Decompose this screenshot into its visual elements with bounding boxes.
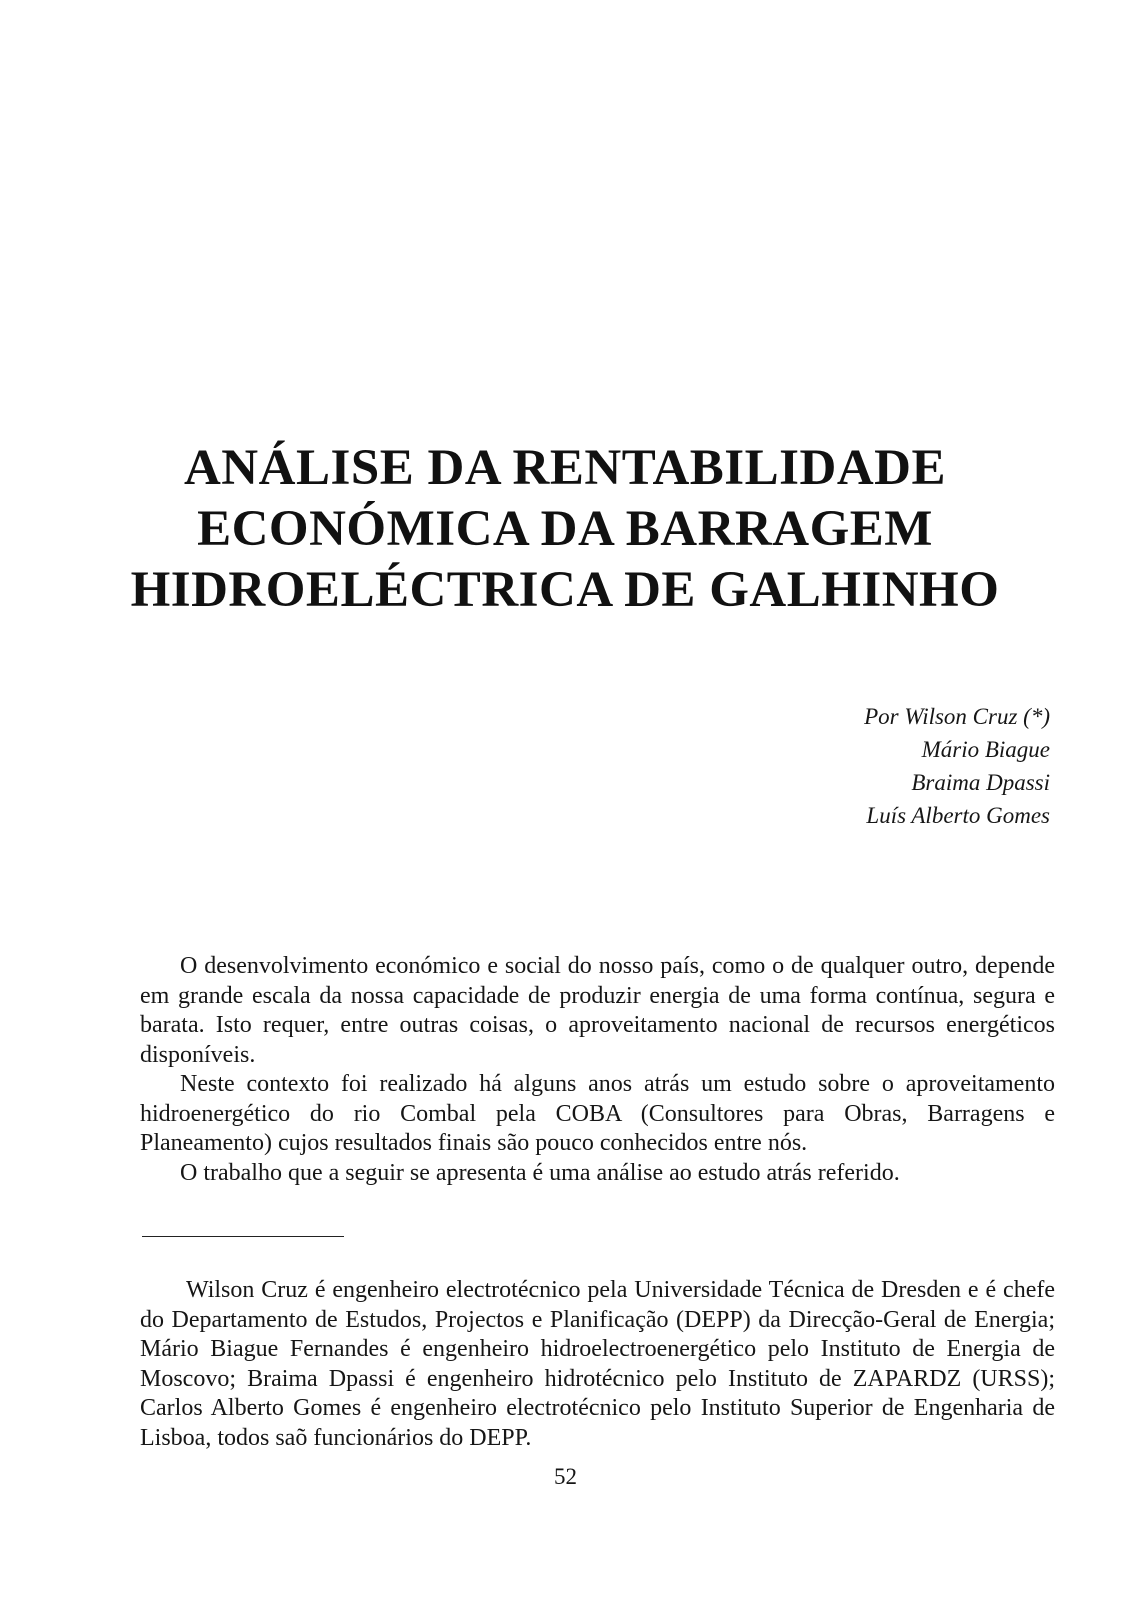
body-paragraph-3: O trabalho que a seguir se apresenta é uma análise ao estudo atrás referido. [180, 1159, 900, 1186]
title-line-2: ECONÓMICA DA BARRAGEM [197, 501, 933, 558]
author-line-1: Por Wilson Cruz (*) [864, 704, 1050, 729]
body-paragraph-2: Neste contexto foi realizado há alguns anos atrás um estudo sobre o aproveitamento hidroenergético do rio Combal pela COBA (Consultores para Obras, Barragens e Planeamento) cujos resultados finais são pouco conhecidos entre nós. [140, 1071, 1055, 1156]
author-line-2: Mário Biague [921, 737, 1050, 762]
body-paragraph-1: O desenvolvimento económico e social do nosso país, como o de qualquer outro, depende em grande escala da nossa capacidade de produzir energia de uma forma contínua, segura e barata. Isto requer, entre outras coisas, o aproveitamento nacional de recursos energéticos disponíveis. [140, 953, 1055, 1068]
footnote-divider [142, 1236, 344, 1237]
author-line-4: Luís Alberto Gomes [866, 803, 1050, 828]
author-footnote: Wilson Cruz é engenheiro electrotécnico pela Universidade Técnica de Dresden e é chefe do Departamento de Estudos, Projectos e Planificação (DEPP) da Direcção-Geral de Energia; Mário Biague Fernandes é engenheiro hidroelectroenergético pelo Instituto de Energia de Moscovo; Braima Dpassi é engenheiro hidrotécnico pelo Instituto de ZAPARDZ (URSS); Carlos Alberto Gomes é engenheiro electrotécnico pelo Instituto Superior de Engenharia de Lisboa, todos saõ funcionários do DEPP. [140, 1277, 1055, 1451]
author-line-3: Braima Dpassi [911, 770, 1050, 795]
title-line-3: HIDROELÉCTRICA DE GALHINHO [130, 562, 1000, 619]
article-title [120, 438, 1010, 621]
page-number: 52 [554, 1464, 577, 1489]
title-line-1: ANÁLISE DA RENTABILIDADE [183, 440, 947, 497]
author-list [600, 700, 1050, 832]
article-body [140, 952, 1055, 1188]
